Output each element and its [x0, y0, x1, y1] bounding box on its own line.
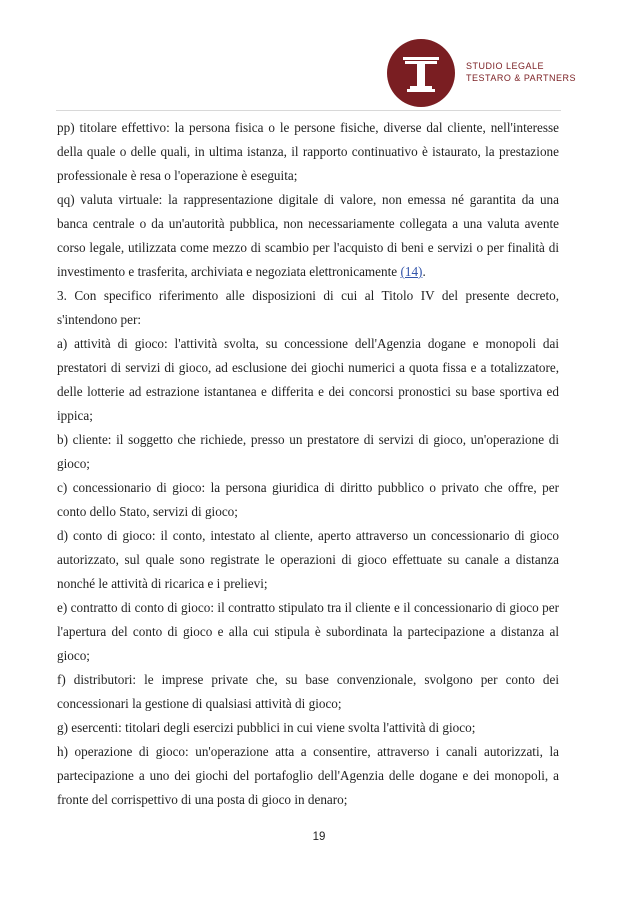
section-3-intro: 3. Con specifico riferimento alle disposizioni di cui al Titolo IV del presente decreto, s'intendono per: — [57, 288, 559, 327]
firm-name — [466, 60, 577, 84]
firm-name-line2: TESTARO & PARTNERS — [466, 73, 577, 83]
definition-c: c) concessionario di gioco: la persona giuridica di diritto pubblico o privato che offre, per conto dello Stato, servizi di gioco; — [57, 480, 559, 519]
definition-g: g) esercenti: titolari degli esercizi pubblici in cui viene svolta l'attività di gioco; — [57, 720, 476, 735]
firm-name-line1: STUDIO LEGALE — [466, 61, 545, 71]
definition-b: b) cliente: il soggetto che richiede, presso un prestatore di servizi di gioco, un'operazione di gioco; — [57, 432, 559, 471]
footnote-link[interactable]: (14) — [400, 264, 423, 279]
definition-h: h) operazione di gioco: un'operazione atta a consentire, attraverso i canali autorizzati, la partecipazione a uno dei giochi del portafoglio dell'Agenzia delle dogane e dei monopoli, a fronte del corrispettivo di una posta di gioco in denaro; — [57, 744, 559, 807]
definition-f: f) distributori: le imprese private che, su base convenzionale, svolgono per conto dei concessionari la gestione di qualsiasi attività di gioco; — [57, 672, 559, 711]
document-body — [57, 116, 559, 812]
page-header — [56, 38, 577, 108]
definition-pp: pp) titolare effettivo: la persona fisica o le persone fisiche, diverse dal cliente, nell'interesse della quale o delle quali, in ultima istanza, il rapporto continuativo è istaurato, la prestazione professionale è resa o l'operazione è eseguita; — [57, 120, 559, 183]
definition-e: e) contratto di conto di gioco: il contratto stipulato tra il cliente e il concessionario di gioco per l'apertura del conto di gioco e alla cui stipula è subordinata la partecipazione a distanza al gioco; — [57, 600, 559, 663]
header-divider — [56, 110, 561, 111]
definition-d: d) conto di gioco: il conto, intestato al cliente, aperto attraverso un concessionario di gioco autorizzato, sul quale sono registrate le operazioni di gioco effettuate su canale a distanza nonché le attività di ricarica e i prelievi; — [57, 528, 559, 591]
column-logo-icon — [386, 38, 456, 108]
definition-a: a) attività di gioco: l'attività svolta, su concessione dell'Agenzia dogane e monopoli dai prestatori di servizi di gioco, ad esclusione dei giochi numerici a quota fissa e a totalizzatore, delle lotterie ad estrazione istantanea e differita e dei concorsi pronostici su base sportiva ed ippica; — [57, 336, 559, 423]
page-number: 19 — [312, 831, 326, 843]
definition-qq: qq) valuta virtuale: la rappresentazione digitale di valore, non emessa né garantita da una banca centrale o da un'autorità pubblica, non necessariamente collegata a una valuta avente corso legale, utilizzata come mezzo di scambio per l'acquisto di beni e servizi o per finalità di investimento e trasferita, archiviata e negoziata elettronicamente (14). — [57, 192, 559, 279]
